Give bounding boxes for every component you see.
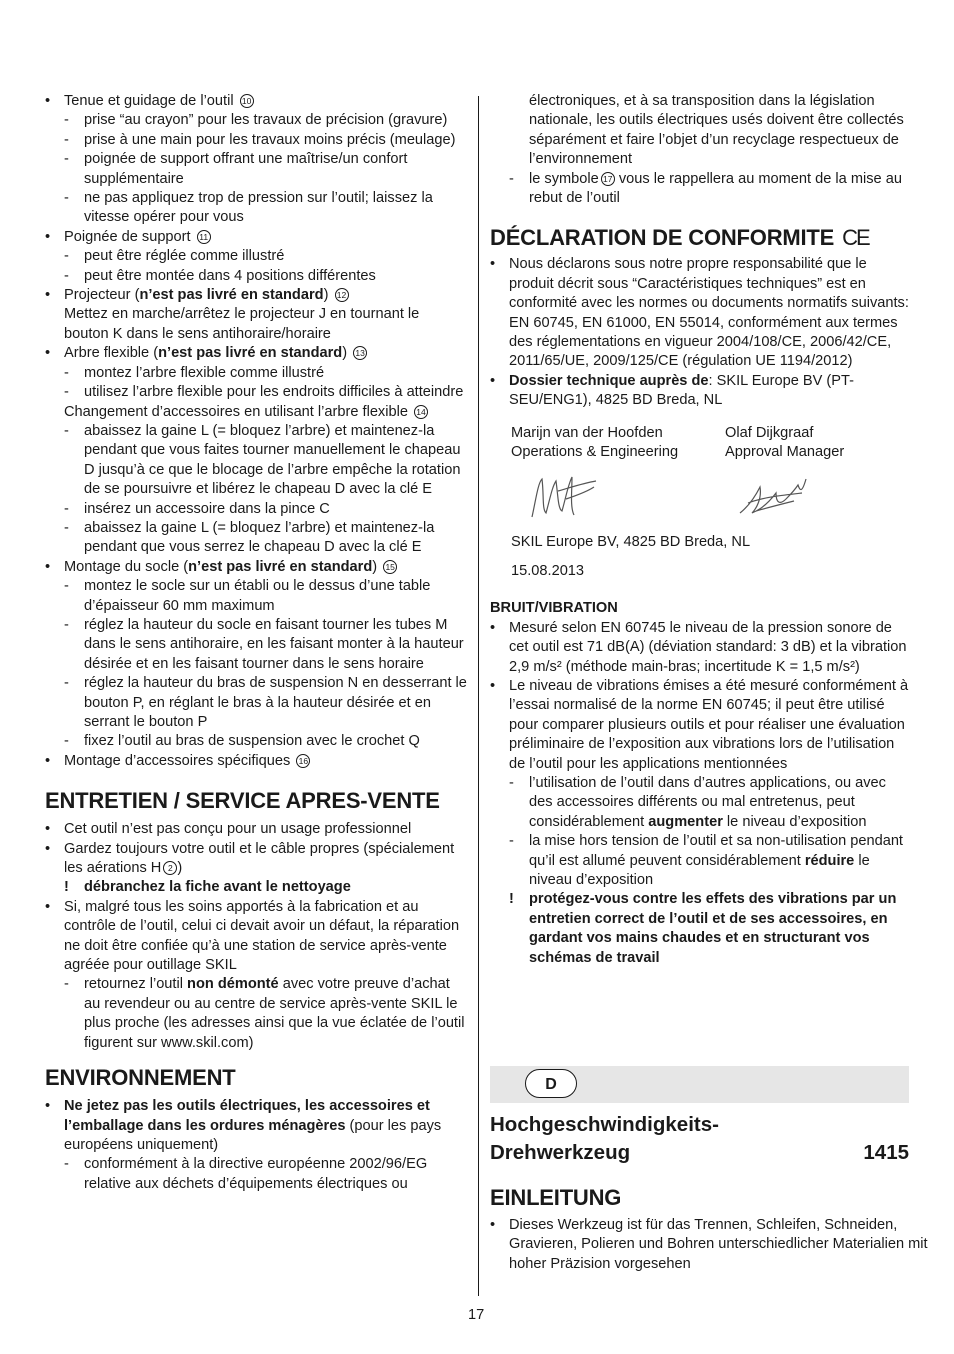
bullet-item [45, 286, 467, 305]
entretien-heading: ENTRETIEN / SERVICE APRES-VENTE [45, 788, 440, 814]
german-title [490, 1111, 909, 1167]
item-text: fixez l’outil au bras de suspension avec le crochet Q [84, 733, 420, 750]
item-text-after: ) [323, 287, 329, 304]
item-text: électroniques, et à sa transposition dans la législation nationale, les outils électriques usés doivent être collectés séparément et faire l’objet d’un recyclage respectueux de l’environnement [529, 93, 904, 168]
signature-2-icon [736, 473, 810, 521]
item-text: ne pas appliquez trop de pression sur l’outil; laissez la vitesse opérer pour vous [84, 190, 433, 226]
item-text: le symbole [529, 170, 599, 187]
item-text: Montage d’accessoires spécifiques [64, 752, 291, 769]
item-text-after: ) [372, 558, 378, 575]
item-bold-text: n’est pas livré en standard [139, 287, 324, 304]
callout-number-icon: 12 [335, 288, 349, 302]
language-band [490, 1066, 909, 1103]
dash-item [45, 364, 467, 383]
einleitung-text: • Dieses Werkzeug ist für das Trennen, Schleifen, Schneiden, Gravieren, Polieren und Bohren unterschiedlicher Materialien mit hoher Präzision vorgesehen [490, 1216, 930, 1274]
item-text: réglez la hauteur du socle en faisant tourner les tubes M dans le sens antihoraire, en les faisant monter à la hauteur désirée et en les faisant tourner dans le sens horaire [84, 616, 464, 672]
callout-number-icon: 17 [601, 172, 615, 186]
item-text: peut être réglée comme illustré [84, 248, 285, 265]
signer2-role: Approval Manager [725, 444, 845, 461]
environnement-heading: ENVIRONNEMENT [45, 1065, 236, 1091]
bruit-heading: BRUIT/VIBRATION [490, 600, 618, 617]
item-text: protégez-vous contre les effets des vibrations par un entretien correct de l’outil et de ses accessoires, en gardant vos mains chaudes et en structurant vos schémas de travail [529, 891, 897, 966]
dash-item [45, 577, 467, 616]
bullet-item [45, 840, 467, 879]
item-text: Gardez toujours votre outil et le câble propres (spécialement les aérations H [64, 840, 455, 877]
item-bold-text: Dossier technique auprès de [509, 372, 709, 389]
dash-item [490, 92, 911, 170]
item-text-after: vous le rappellera au moment de la mise au rebut de l’outil [529, 170, 902, 207]
dash-item [45, 674, 467, 732]
dash-item [45, 189, 467, 228]
callout-number-icon: 2 [163, 861, 177, 875]
item-text: Changement d’accessoires en utilisant l’arbre flexible [64, 403, 408, 420]
item-text-after: avec votre preuve d’achat au revendeur ou au centre de service après-vente SKIL le plus proche (les adresses ainsi que la vue éclatée de l’outil figurent sur www.skil.com) [84, 976, 465, 1051]
item-text: réglez la hauteur du bras de suspension N en desserrant le bouton P, en réglant le bras à la hauteur désirée et en serrant le bouton P [84, 675, 467, 730]
declaration-heading [490, 225, 911, 251]
callout-number-icon: 11 [197, 230, 211, 244]
bruit-list [490, 619, 911, 968]
column-divider [478, 96, 479, 1296]
bullet-item [45, 752, 467, 771]
bullet-item [490, 619, 911, 677]
declaration-list [490, 255, 911, 410]
declaration-date: 15.08.2013 [511, 562, 585, 579]
item-text-after: : SKIL Europe BV (PT-SEU/ENG1), 4825 BD Breda, NL [509, 372, 854, 409]
callout-number-icon: 15 [383, 560, 397, 574]
declaration-title: DÉCLARATION DE CONFORMITE [490, 225, 835, 251]
dash-item [45, 111, 467, 130]
dash-item [45, 519, 467, 558]
dash-item [45, 267, 467, 286]
signer1-role: Operations & Engineering [511, 444, 679, 461]
item-text: la mise hors tension de l’outil et sa non-utilisation pendant qu’il est allumé peuvent considérablement [529, 833, 903, 869]
left-column [45, 92, 467, 1194]
item-text: Mettez en marche/arrêtez le projecteur J en tournant le bouton K dans le sens antihoraire/horaire [64, 306, 420, 342]
item-text: poignée de support offrant une maîtrise/un confort supplémentaire [84, 151, 408, 187]
item-text: Poignée de support [64, 228, 191, 245]
bullet-item [490, 677, 911, 774]
bullet-item [45, 820, 467, 839]
model-number: 1415 [863, 1141, 909, 1164]
signer2-name: Olaf Dijkgraaf [725, 424, 814, 441]
ce-mark-icon: CE [842, 225, 869, 251]
item-text: abaissez la gaine L (= bloquez l’arbre) et maintenez-la pendant que vous serrez le chapeau D avec la clé E [84, 519, 435, 556]
company-address: SKIL Europe BV, 4825 BD Breda, NL [511, 533, 751, 550]
bullet-item [45, 228, 467, 247]
item-bold-text: n’est pas livré en standard [158, 345, 343, 362]
item-text: Si, malgré tous les soins apportés à la fabrication et au contrôle de l’outil, celui ci devait avoir un défaut, la réparation ne doit être confiée qu’à une station de service après-vente agréée pour outillage SKIL [64, 898, 460, 974]
item-text-after: le niveau d’exposition [722, 813, 867, 830]
item-text: peut être montée dans 4 positions différentes [84, 267, 376, 284]
item-text: montez le socle sur un établi ou le dessus d’une table d’épaisseur 60 mm maximum [84, 578, 431, 614]
item-text: Nous déclarons sous notre propre responsabilité que le produit décrit sous “Caractéristiques techniques” est en conformité avec les normes ou documents normatifs suivants: EN 60745, EN 61000, EN 55014, conformément aux termes des réglementations en vigueur 2004/108/CE, 2006/42/CE, 2011/65/UE, 2009/125/CE (régulation UE 1194/2012) [509, 256, 909, 370]
item-text: prise “au crayon” pour les travaux de précision (gravure) [84, 112, 448, 129]
dash-item [45, 422, 467, 500]
dash-item [45, 131, 467, 150]
item-text: Montage du socle ( [64, 558, 189, 575]
dash-item [490, 170, 911, 209]
einleitung-heading: EINLEITUNG [490, 1185, 622, 1210]
item-text-after: (pour les pays européens uniquement) [64, 1117, 442, 1153]
callout-number-icon: 13 [353, 346, 367, 360]
language-code-badge: D [525, 1069, 577, 1098]
item-bold-text: Ne jetez pas les outils électriques, les accessoires et l’emballage dans les ordures ménagères [64, 1098, 430, 1134]
item-text: Arbre flexible ( [64, 345, 159, 362]
signer1-name: Marijn van der Hoofden [511, 424, 663, 441]
warning-item [490, 890, 911, 968]
item-text: l’utilisation de l’outil dans d’autres applications, ou avec des accessoires différents ou mal entretenus, peut considérablement [529, 774, 886, 830]
dash-item [45, 732, 467, 751]
item-bold-text: augmenter [648, 813, 723, 830]
item-text: retournez l’outil [84, 976, 188, 993]
item-text: montez l’arbre flexible comme illustré [84, 364, 325, 381]
right-column [490, 92, 911, 968]
item-text: conformément à la directive européenne 2002/96/EG relative aux déchets d’équipements électriques ou [84, 1156, 428, 1192]
dash-item [45, 1155, 467, 1194]
item-bold-text: non démonté [187, 976, 279, 993]
dash-item [45, 616, 467, 674]
item-text: utilisez l’arbre flexible pour les endroits difficiles à atteindre [84, 384, 464, 401]
dash-item [490, 832, 911, 890]
dash-item [45, 975, 467, 1053]
bullet-item [45, 1097, 467, 1155]
item-text: Le niveau de vibrations émises a été mesuré conformément à l’essai normalisé de la norme EN 60745; il peut être utilisé pour comparer plusieurs outils et pour réaliser une évaluation préliminaire de l’exposition aux vibrations lors de l’utilisation de l’outil pour les applications mentionnées [509, 677, 909, 772]
item-text: Tenue et guidage de l’outil [64, 93, 234, 109]
bullet-item [45, 558, 467, 577]
item-text: insérez un accessoire dans la pince C [84, 500, 330, 517]
bullet-item [45, 92, 467, 111]
callout-number-icon: 10 [240, 94, 254, 108]
bullet-item [490, 372, 911, 411]
dash-item [45, 383, 467, 402]
bullet-item [45, 344, 467, 363]
dash-item [45, 500, 467, 519]
item-bold-text: réduire [804, 852, 855, 869]
item-text-after: ) [177, 860, 183, 877]
dash-item [45, 150, 467, 189]
paragraph [45, 403, 467, 422]
environnement-list [45, 1097, 467, 1194]
item-text: Projecteur ( [64, 287, 140, 304]
item-text: débranchez la fiche avant le nettoyage [84, 879, 351, 896]
item-text: Mesuré selon EN 60745 le niveau de la pression sonore de cet outil est 71 dB(A) (déviation standard: 3 dB) et la vibration 2,9 m/s² (méthode main-bras; incertitude K = 1,5 m/s²) [509, 619, 907, 675]
environnement-list-continued [490, 92, 911, 208]
callout-number-icon: 14 [414, 405, 428, 419]
item-text-after: le niveau d’exposition [529, 852, 870, 888]
item-text: prise à une main pour les travaux moins précis (meulage) [84, 131, 456, 148]
warning-item [45, 878, 467, 897]
item-bold-text: n’est pas livré en standard [188, 558, 373, 575]
item-text: Cet outil n’est pas conçu pour un usage professionnel [64, 821, 412, 838]
german-title-line2: Drehwerkzeug [490, 1141, 631, 1164]
german-title-line1: Hochgeschwindigkeits- [490, 1113, 719, 1136]
item-text-after: ) [342, 345, 348, 362]
signatures [490, 463, 911, 533]
dash-item [490, 774, 911, 832]
entretien-list [45, 820, 467, 1053]
dash-item [45, 247, 467, 266]
usage-list [45, 92, 467, 771]
bullet-item [45, 898, 467, 976]
page-number: 17 [468, 1307, 485, 1323]
item-text: abaissez la gaine L (= bloquez l’arbre) et maintenez-la pendant que vous faites tourner manuellement le chapeau D jusqu’à ce que le blocage de l’arbre empêche la rotation de se poursuivre et libérez le chapeau D avec la clé E [84, 422, 461, 498]
signatories [490, 424, 911, 463]
signature-1-icon [528, 469, 600, 527]
paragraph [45, 305, 467, 344]
bullet-item [490, 255, 911, 371]
callout-number-icon: 16 [296, 754, 310, 768]
